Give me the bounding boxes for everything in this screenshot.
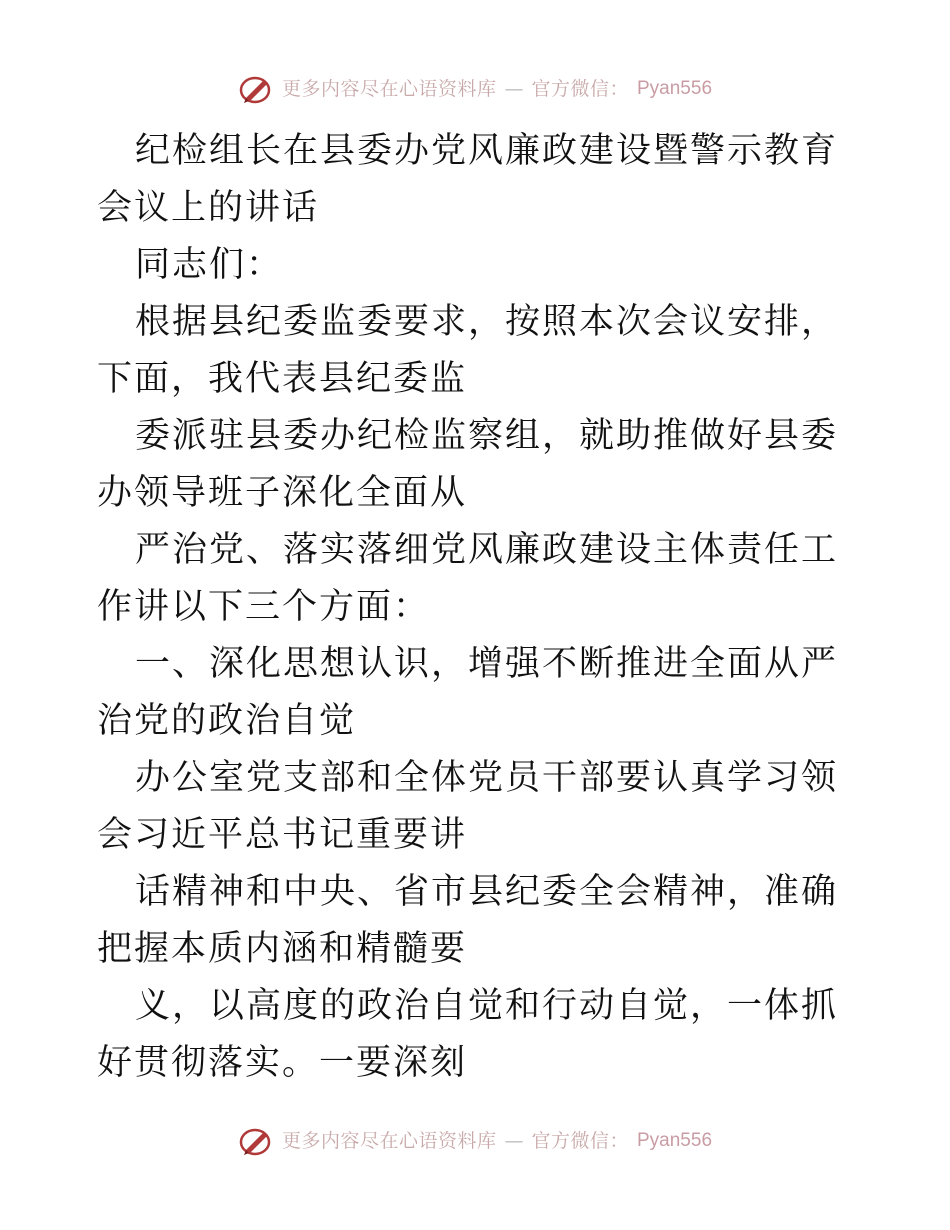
watermark-separator: — — [504, 1130, 524, 1152]
footer-watermark — [0, 1126, 950, 1156]
watermark-wechat-label: 官方微信： — [531, 1130, 629, 1152]
paragraph: 义，以高度的政治自觉和行动自觉，一体抓好贯彻落实。一要深刻 — [97, 986, 839, 1083]
pen-logo-icon — [238, 74, 274, 104]
paragraph: 委派驻县委办纪检监察组，就助推做好县委办领导班子深化全面从 — [97, 416, 839, 513]
watermark-text: 更多内容尽在心语资料库 — [281, 78, 497, 100]
document-title: 纪检组长在县委办党风廉政建设暨警示教育会议上的讲话 — [97, 131, 839, 228]
watermark-wechat-id: Pyan556 — [637, 78, 713, 99]
document-body — [97, 123, 857, 1092]
watermark-wechat-id: Pyan556 — [637, 1130, 713, 1151]
watermark-separator: — — [504, 78, 524, 100]
paragraph: 根据县纪委监委要求，按照本次会议安排，下面，我代表县纪委监 — [97, 302, 839, 399]
header-watermark — [0, 74, 950, 104]
watermark-text: 更多内容尽在心语资料库 — [281, 1130, 497, 1152]
paragraph: 同志们： — [135, 245, 284, 285]
watermark-wechat-label: 官方微信： — [531, 78, 629, 100]
section-heading: 一、深化思想认识，增强不断推进全面从严治党的政治自觉 — [97, 644, 839, 741]
paragraph: 办公室党支部和全体党员干部要认真学习领会习近平总书记重要讲 — [97, 758, 839, 855]
paragraph: 话精神和中央、省市县纪委全会精神，准确把握本质内涵和精髓要 — [97, 872, 839, 969]
paragraph: 严治党、落实落细党风廉政建设主体责任工作讲以下三个方面： — [97, 530, 839, 627]
pen-logo-icon — [238, 1126, 274, 1156]
